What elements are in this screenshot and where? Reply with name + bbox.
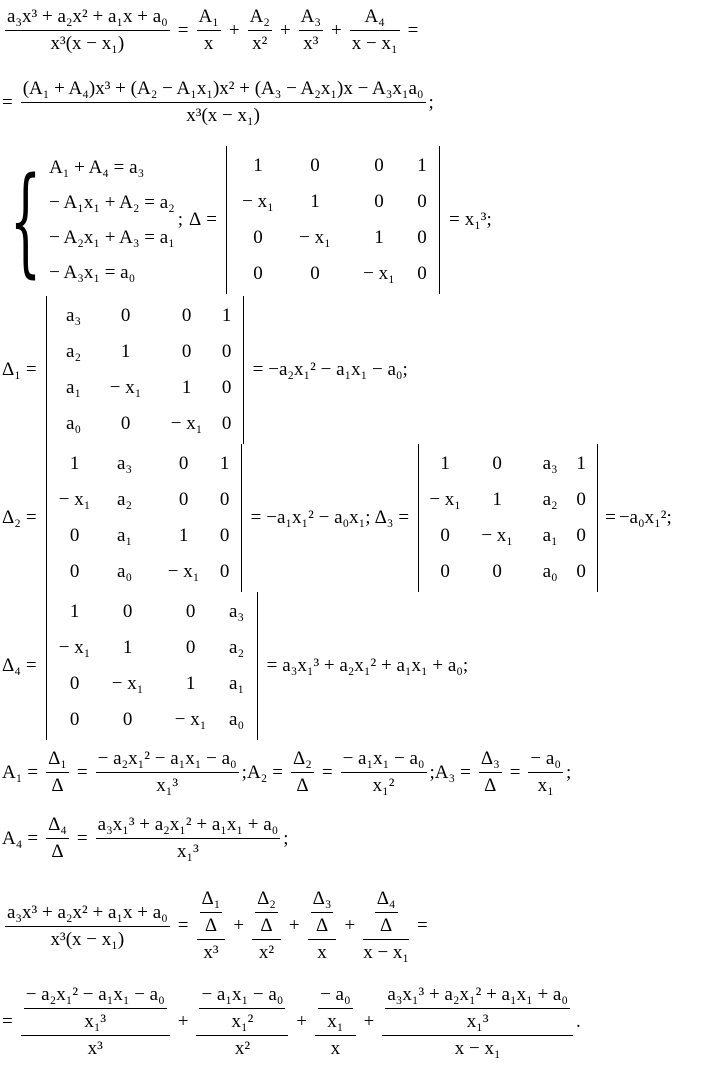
a2-value bbox=[341, 748, 427, 797]
term-4 bbox=[350, 6, 400, 55]
matrix-cell: a₁ bbox=[117, 525, 133, 546]
matrix-cell: − x₁ bbox=[58, 637, 91, 658]
matrix-cell: 1 bbox=[69, 601, 80, 622]
numerator: A₁ bbox=[198, 6, 219, 27]
matrix-cell: a₃ bbox=[66, 305, 82, 326]
delta-label: Δ bbox=[189, 209, 202, 230]
matrix-cell: 0 bbox=[122, 601, 133, 622]
term-3 bbox=[299, 6, 323, 55]
matrix-cell: 0 bbox=[310, 263, 320, 284]
numerator: (A₁ + A₄)x³ + (A₂ − A₁x₁)x² + (A₃ − A₂x₁)x − A₃x₁a₀ bbox=[22, 78, 424, 99]
matrix-cell: 0 bbox=[120, 413, 131, 434]
equation-1 bbox=[2, 6, 423, 55]
matrix-cell: 0 bbox=[374, 191, 384, 212]
numerator: Δ₁ bbox=[201, 888, 221, 909]
denominator: x − x₁ bbox=[350, 30, 400, 55]
matrix-cell: − x₁ bbox=[363, 263, 395, 284]
period: . bbox=[575, 1011, 581, 1032]
denominator: x₁³ bbox=[24, 1008, 167, 1033]
matrix-cell: − x₁ bbox=[111, 673, 144, 694]
coefficients-1-3 bbox=[2, 748, 571, 797]
matrix-cell: 0 bbox=[374, 155, 384, 176]
numerator: Δ₁ bbox=[48, 748, 67, 769]
denominator: x³(x − x₁) bbox=[5, 30, 170, 55]
matrix-cell: 1 bbox=[122, 637, 133, 658]
denominator: Δ bbox=[291, 772, 314, 797]
delta-ratio-2 bbox=[255, 888, 278, 937]
delta-2-determinant bbox=[46, 444, 242, 592]
equation-system bbox=[2, 150, 175, 290]
semicolon: ; bbox=[666, 507, 672, 528]
matrix-cell: a₃ bbox=[542, 453, 558, 474]
denominator: x² bbox=[196, 1035, 288, 1060]
matrix-cell: 1 bbox=[69, 453, 80, 474]
denominator: x³(x − x₁) bbox=[5, 926, 170, 951]
delta-1-block bbox=[2, 296, 408, 444]
matrix-cell: 0 bbox=[69, 525, 80, 546]
plus-sign: + bbox=[331, 19, 342, 41]
matrix-cell: 1 bbox=[310, 191, 320, 212]
matrix-cell: 0 bbox=[221, 413, 232, 434]
delta-1-value: −a₂x₁² − a₁x₁ − a₀ bbox=[268, 359, 403, 380]
matrix-cell: a₀ bbox=[117, 561, 133, 582]
equals-sign: = bbox=[448, 209, 460, 230]
semicolon: ; bbox=[177, 209, 184, 230]
system-row: − A₂x₁ + A₃ = a₁ bbox=[49, 226, 175, 248]
numerator: Δ₂ bbox=[293, 748, 312, 769]
matrix-cell: 0 bbox=[219, 525, 230, 546]
matrix-cell: 0 bbox=[185, 637, 196, 658]
combined-fraction bbox=[21, 78, 426, 127]
numerator: A₄ bbox=[364, 6, 385, 27]
matrix-cell: 1 bbox=[219, 453, 230, 474]
numerator: − a₂x₁² − a₁x₁ − a₀ bbox=[97, 748, 237, 769]
equals-sign: = bbox=[509, 761, 521, 783]
equals-sign: = bbox=[27, 761, 39, 783]
numerator: Δ₂ bbox=[257, 888, 276, 909]
matrix-cell: 0 bbox=[417, 191, 427, 212]
term-1 bbox=[197, 6, 221, 55]
matrix-cell: 0 bbox=[185, 601, 196, 622]
delta-3-determinant bbox=[418, 444, 598, 592]
denominator: x³ bbox=[21, 1035, 170, 1060]
equals-sign: = bbox=[25, 359, 37, 380]
delta-4-value: a₃x₁³ + a₂x₁² + a₁x₁ + a₀ bbox=[282, 655, 463, 676]
matrix-cell: 1 bbox=[221, 305, 232, 326]
numerator: Δ₃ bbox=[480, 748, 500, 769]
term-4 bbox=[382, 984, 573, 1060]
denominator: x³ bbox=[197, 939, 226, 964]
equals-sign: = bbox=[206, 209, 217, 230]
a4-value bbox=[96, 814, 281, 863]
matrix-cell: a₀ bbox=[229, 709, 245, 730]
matrix-cell: 1 bbox=[440, 453, 450, 474]
plus-sign: + bbox=[344, 915, 356, 936]
delta-ratio-1 bbox=[46, 748, 69, 797]
delta-3-label: Δ₃ bbox=[374, 507, 394, 528]
semicolon: ; bbox=[402, 359, 408, 380]
numerator: a₃x³ + a₂x² + a₁x + a₀ bbox=[7, 6, 168, 27]
matrix-cell: 0 bbox=[253, 263, 263, 284]
matrix-cell: 0 bbox=[178, 453, 189, 474]
matrix-cell: 0 bbox=[122, 709, 133, 730]
numerator bbox=[197, 888, 226, 939]
denominator: Δ bbox=[479, 772, 502, 797]
delta-1-determinant bbox=[46, 296, 244, 444]
plus-sign: + bbox=[363, 1011, 375, 1032]
numerator: a₃x³ + a₂x² + a₁x + a₀ bbox=[7, 901, 168, 923]
a3-label: A₃ bbox=[434, 761, 456, 783]
matrix-cell: 0 bbox=[576, 525, 586, 546]
numerator: − a₀ bbox=[530, 748, 561, 769]
numerator: A₂ bbox=[249, 6, 270, 27]
denominator: x bbox=[197, 30, 221, 55]
denominator: x₁ bbox=[528, 772, 563, 797]
matrix-cell: 1 bbox=[417, 155, 427, 176]
matrix-cell: 0 bbox=[417, 263, 427, 284]
numerator: A₃ bbox=[300, 6, 322, 27]
numerator bbox=[196, 984, 288, 1035]
equals-sign: = bbox=[177, 915, 189, 936]
term-1 bbox=[21, 984, 170, 1060]
matrix-cell: 0 bbox=[181, 305, 192, 326]
numerator bbox=[308, 888, 337, 939]
matrix-cell: 0 bbox=[221, 377, 232, 398]
numerator: − a₁x₁ − a₀ bbox=[201, 984, 284, 1005]
lhs-fraction bbox=[5, 6, 170, 55]
term-2 bbox=[196, 984, 288, 1060]
denominator: x − x₁ bbox=[382, 1035, 573, 1060]
delta-value: x₁³ bbox=[464, 209, 487, 230]
denominator: x₁³ bbox=[385, 1008, 570, 1033]
term-3 bbox=[308, 888, 337, 964]
equals-sign: = bbox=[2, 1011, 13, 1032]
b1-value bbox=[24, 984, 167, 1033]
matrix-cell: a₁ bbox=[542, 525, 558, 546]
term-3 bbox=[315, 984, 356, 1060]
matrix-cell: 0 bbox=[492, 561, 502, 582]
a1-label: A₁ bbox=[2, 761, 23, 783]
matrix-cell: 0 bbox=[310, 155, 320, 176]
delta-ratio-1 bbox=[200, 888, 223, 937]
system-row: − A₃x₁ = a₀ bbox=[49, 261, 136, 283]
denominator: Δ bbox=[200, 912, 223, 937]
matrix-cell: 0 bbox=[69, 709, 80, 730]
matrix-cell: − x₁ bbox=[167, 561, 200, 582]
matrix-cell: 0 bbox=[440, 525, 450, 546]
numerator bbox=[252, 888, 281, 939]
a2-label: A₂ bbox=[246, 761, 268, 783]
matrix-cell: 0 bbox=[178, 489, 189, 510]
matrix-cell: 0 bbox=[221, 341, 232, 362]
term-4 bbox=[363, 888, 409, 964]
term-2 bbox=[252, 888, 281, 964]
matrix-cell: 0 bbox=[120, 305, 131, 326]
a3-value bbox=[528, 748, 563, 797]
system-rows bbox=[49, 150, 175, 290]
denominator: x − x₁ bbox=[363, 939, 409, 964]
numerator bbox=[372, 888, 401, 939]
system-row: A₁ + A₄ = a₃ bbox=[49, 156, 145, 178]
numerator: − a₀ bbox=[320, 984, 351, 1005]
matrix-cell: a₁ bbox=[66, 377, 82, 398]
matrix-cell: − x₁ bbox=[58, 489, 91, 510]
term-1 bbox=[197, 888, 226, 964]
equals-sign: = bbox=[25, 507, 37, 528]
equals-sign: = bbox=[605, 507, 616, 528]
a4-label: A₄ bbox=[2, 827, 23, 849]
delta-ratio-2 bbox=[291, 748, 314, 797]
denominator: Δ bbox=[255, 912, 278, 937]
denominator: x² bbox=[252, 939, 281, 964]
matrix-cell: 1 bbox=[178, 525, 189, 546]
matrix-cell: a₃ bbox=[117, 453, 133, 474]
matrix-cell: a₂ bbox=[229, 637, 245, 658]
equals-sign: = bbox=[266, 655, 278, 676]
matrix-cell: a₁ bbox=[229, 673, 245, 694]
numerator: Δ₃ bbox=[312, 888, 332, 909]
equals-sign: = bbox=[2, 91, 13, 113]
equals-sign: = bbox=[252, 359, 264, 380]
denominator: x³(x − x₁) bbox=[21, 102, 426, 127]
matrix-cell: 0 bbox=[181, 341, 192, 362]
matrix-cell: a₂ bbox=[117, 489, 133, 510]
numerator bbox=[382, 984, 573, 1035]
delta-4-determinant bbox=[46, 592, 258, 740]
delta-2-value: −a₁x₁² − a₀x₁ bbox=[266, 507, 366, 528]
matrix-cell: a₂ bbox=[66, 341, 82, 362]
matrix-cell: 0 bbox=[440, 561, 450, 582]
numerator: a₃x₁³ + a₂x₁² + a₁x₁ + a₀ bbox=[387, 984, 568, 1005]
denominator: x bbox=[315, 1035, 356, 1060]
matrix-cell: 1 bbox=[253, 155, 263, 176]
delta-2-label: Δ₂ bbox=[2, 507, 21, 528]
matrix-cell: 1 bbox=[492, 489, 502, 510]
left-brace: { bbox=[9, 151, 42, 289]
matrix-cell: 1 bbox=[181, 377, 192, 398]
plus-sign: + bbox=[228, 19, 240, 41]
equals-sign: = bbox=[76, 827, 88, 849]
denominator: Δ bbox=[311, 912, 334, 937]
plus-sign: + bbox=[177, 1011, 189, 1032]
equals-sign: = bbox=[250, 507, 262, 528]
b2-value bbox=[199, 984, 285, 1033]
equals-sign: = bbox=[398, 507, 410, 528]
matrix-cell: 0 bbox=[69, 561, 80, 582]
matrix-cell: − x₁ bbox=[109, 377, 142, 398]
delta-3-value: −a₀x₁² bbox=[618, 507, 667, 528]
denominator: x₁ bbox=[318, 1008, 353, 1033]
a1-value bbox=[96, 748, 239, 797]
equals-sign: = bbox=[27, 827, 39, 849]
system-block bbox=[2, 146, 492, 294]
plus-sign: + bbox=[279, 19, 291, 41]
matrix-cell: 0 bbox=[576, 561, 586, 582]
delta-4-label: Δ₄ bbox=[2, 655, 21, 676]
semicolon: ; bbox=[486, 209, 492, 230]
system-row: − A₁x₁ + A₂ = a₂ bbox=[49, 191, 175, 213]
numerator: a₃x₁³ + a₂x₁² + a₁x₁ + a₀ bbox=[97, 814, 279, 835]
numerator: Δ₄ bbox=[376, 888, 396, 909]
denominator: x₁³ bbox=[96, 772, 239, 797]
matrix-cell: 0 bbox=[219, 561, 230, 582]
denominator: Δ bbox=[46, 838, 69, 863]
equals-sign: = bbox=[321, 761, 333, 783]
matrix-cell: a₀ bbox=[66, 413, 82, 434]
delta-4-block bbox=[2, 592, 468, 740]
numerator: − a₂x₁² − a₁x₁ − a₀ bbox=[25, 984, 165, 1005]
equals-sign: = bbox=[407, 19, 419, 41]
plus-sign: + bbox=[233, 915, 245, 936]
delta-ratio-3 bbox=[479, 748, 502, 797]
b4-value bbox=[385, 984, 570, 1033]
matrix-cell: a₂ bbox=[542, 489, 558, 510]
matrix-cell: 0 bbox=[69, 673, 80, 694]
matrix-cell: a₃ bbox=[229, 601, 245, 622]
semicolon: ; bbox=[241, 761, 247, 783]
denominator: x³ bbox=[299, 30, 323, 55]
denominator: x₁² bbox=[341, 772, 427, 797]
matrix-cell: 0 bbox=[253, 227, 263, 248]
plus-sign: + bbox=[288, 915, 300, 936]
delta-2-3-block bbox=[2, 444, 672, 592]
equals-sign: = bbox=[76, 761, 88, 783]
denominator: Δ bbox=[375, 912, 398, 937]
semicolon: ; bbox=[462, 655, 469, 676]
matrix-cell: − x₁ bbox=[299, 227, 331, 248]
matrix-cell: 1 bbox=[120, 341, 131, 362]
delta-ratio-4 bbox=[46, 814, 69, 863]
matrix-cell: a₀ bbox=[542, 561, 558, 582]
equals-sign: = bbox=[25, 655, 37, 676]
semicolon: ; bbox=[428, 91, 434, 113]
denominator: Δ bbox=[46, 772, 69, 797]
coefficient-4 bbox=[2, 814, 289, 863]
denominator: x bbox=[308, 939, 337, 964]
numerator: Δ₄ bbox=[48, 814, 67, 835]
matrix-cell: − x₁ bbox=[481, 525, 513, 546]
numerator: − a₁x₁ − a₀ bbox=[342, 748, 425, 769]
matrix-cell: 0 bbox=[492, 453, 502, 474]
matrix-cell: − x₁ bbox=[242, 191, 274, 212]
matrix-cell: 0 bbox=[576, 489, 586, 510]
term-2 bbox=[248, 6, 272, 55]
final-equation-1 bbox=[2, 888, 433, 964]
semicolon: ; bbox=[365, 507, 371, 528]
numerator bbox=[315, 984, 356, 1035]
final-equation-2 bbox=[2, 984, 581, 1060]
matrix-cell: 1 bbox=[185, 673, 196, 694]
matrix-cell: 1 bbox=[374, 227, 384, 248]
numerator bbox=[21, 984, 170, 1035]
semicolon: ; bbox=[565, 761, 572, 783]
equals-sign: = bbox=[177, 19, 189, 41]
equals-sign: = bbox=[460, 761, 471, 783]
plus-sign: + bbox=[296, 1011, 308, 1032]
delta-1-label: Δ₁ bbox=[2, 359, 21, 380]
semicolon: ; bbox=[429, 761, 435, 783]
equation-2 bbox=[2, 78, 434, 127]
delta-determinant bbox=[226, 146, 440, 294]
matrix-cell: 1 bbox=[576, 453, 586, 474]
equals-sign: = bbox=[272, 761, 284, 783]
denominator: x² bbox=[248, 30, 272, 55]
semicolon: ; bbox=[283, 827, 289, 849]
equals-sign: = bbox=[417, 915, 428, 936]
b3-value bbox=[318, 984, 353, 1033]
matrix-cell: 0 bbox=[417, 227, 427, 248]
matrix-cell: 0 bbox=[219, 489, 230, 510]
delta-ratio-3 bbox=[311, 888, 334, 937]
denominator: x₁² bbox=[199, 1008, 285, 1033]
delta-ratio-4 bbox=[375, 888, 398, 937]
lhs-fraction bbox=[5, 902, 170, 951]
matrix-cell: − x₁ bbox=[429, 489, 461, 510]
matrix-cell: − x₁ bbox=[170, 413, 203, 434]
matrix-cell: − x₁ bbox=[174, 709, 207, 730]
denominator: x₁³ bbox=[96, 838, 281, 863]
